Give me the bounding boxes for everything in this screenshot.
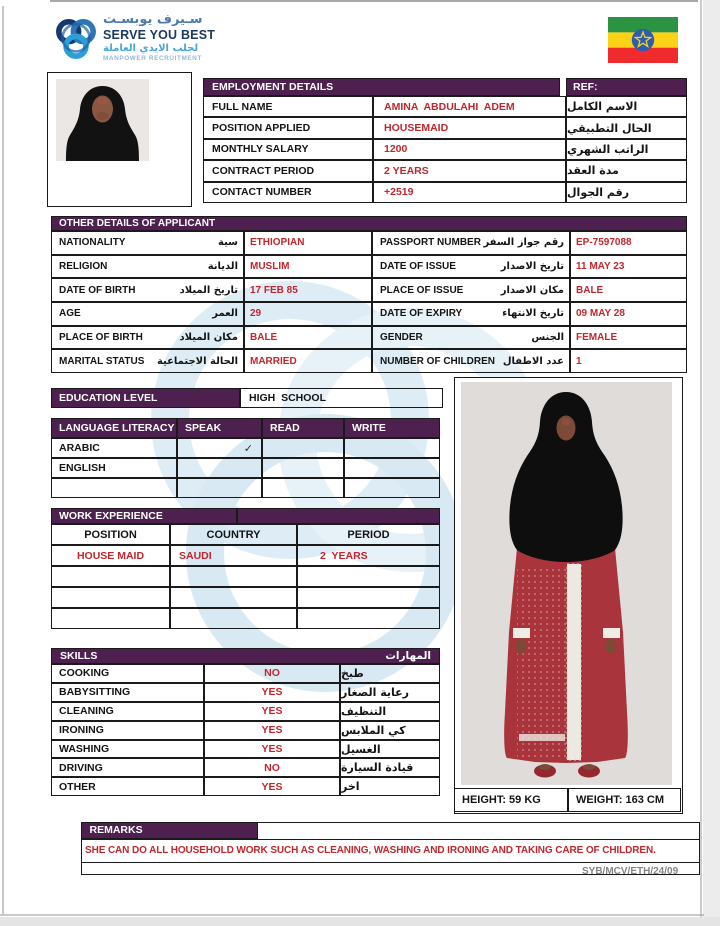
field-value: 1200 [373, 139, 566, 160]
field-label: FULL NAME [203, 96, 373, 117]
height-label: HEIGHT: 59 KG [454, 788, 568, 812]
applicant-full-photo [461, 382, 672, 785]
other-details-table [51, 231, 687, 373]
country-value [170, 608, 297, 629]
period-value [297, 566, 440, 587]
language-name: ENGLISH [51, 458, 177, 478]
field-label: DATE OF EXPIRY [380, 308, 463, 320]
position-value: HOUSE MAID [51, 545, 170, 566]
skill-label-arabic: الغسيل [340, 740, 440, 759]
agency-arabic-tagline: لجلب الايدي العاملة [103, 43, 199, 54]
skills-title: SKILLS [60, 650, 98, 662]
table-row [51, 255, 687, 279]
skill-value: NO [204, 758, 340, 777]
table-header-row [51, 524, 440, 545]
field-label-arabic: تاريخ الانتهاء [502, 308, 564, 320]
work-experience-table [51, 508, 440, 629]
table-row [51, 683, 440, 702]
agency-name: SERVE YOU BEST [103, 28, 216, 42]
column-header: COUNTRY [170, 524, 297, 545]
table-row [51, 587, 440, 608]
language-name: ARABIC [51, 438, 177, 458]
field-label-arabic: الجنس [531, 332, 564, 344]
field-label: DATE OF ISSUE [380, 261, 456, 273]
skill-label: DRIVING [51, 758, 204, 777]
language-name [51, 478, 177, 498]
field-value: BALE [244, 326, 372, 350]
skill-label-arabic: قيادة السيارة [340, 758, 440, 777]
employment-table [203, 96, 687, 203]
table-row [51, 758, 440, 777]
read-cell [262, 478, 344, 498]
scan-left-line [2, 6, 4, 914]
skill-label-arabic: طبخ [340, 664, 440, 683]
skill-value: YES [204, 740, 340, 759]
field-value: +2519 [373, 182, 566, 203]
position-value [51, 566, 170, 587]
work-experience-title: WORK EXPERIENCE [51, 508, 237, 524]
employment-title: EMPLOYMENT DETAILS [203, 78, 560, 96]
skill-value: NO [204, 664, 340, 683]
skill-value: YES [204, 683, 340, 702]
table-row [51, 458, 440, 478]
skill-label: WASHING [51, 740, 204, 759]
field-value: 09 MAY 28 [570, 302, 687, 326]
column-header: SPEAK [177, 418, 262, 438]
field-label-arabic: تاريخ الاصدار [500, 261, 564, 273]
divider [82, 862, 699, 863]
table-row [203, 117, 687, 138]
field-label-arabic: رقم جواز السفر [483, 237, 564, 249]
field-label: CONTACT NUMBER [203, 182, 373, 203]
field-value: 17 FEB 85 [244, 278, 372, 302]
period-value [297, 608, 440, 629]
field-label-arabic: تاريخ الميلاد [179, 284, 238, 296]
ethiopia-flag-icon [608, 17, 678, 63]
field-label-arabic: رقم الجوال [566, 182, 687, 203]
speak-cell [177, 458, 262, 478]
skills-table [51, 648, 440, 796]
field-label-arabic: سية [218, 237, 238, 249]
header-filler [237, 508, 440, 524]
table-row [203, 96, 687, 117]
measurements-row [454, 788, 681, 812]
field-value: BALE [570, 278, 687, 302]
field-label: MARITAL STATUS [59, 355, 145, 367]
speak-cell [177, 478, 262, 498]
education-title: EDUCATION LEVEL [51, 388, 240, 408]
field-label: DATE OF BIRTH [59, 284, 136, 296]
agency-logo-text [103, 12, 223, 62]
field-label-arabic: مدة العقد [566, 160, 687, 181]
field-label: GENDER [380, 332, 423, 344]
field-value: AMINA ABDULAHI ADEM [373, 96, 566, 117]
table-row [203, 160, 687, 181]
applicant-photo-frame [47, 72, 192, 207]
table-row [51, 278, 687, 302]
employment-header [203, 78, 687, 96]
column-header: WRITE [344, 418, 440, 438]
write-cell [344, 438, 440, 458]
table-row [51, 326, 687, 350]
table-row [203, 182, 687, 203]
read-cell [262, 438, 344, 458]
table-row [51, 740, 440, 759]
remarks-text: SHE CAN DO ALL HOUSEHOLD WORK SUCH AS CLEANING, WASHING AND IRONING AND TAKING CARE OF CHILDREN. [85, 845, 656, 856]
field-label-arabic: الراتب الشهري [566, 139, 687, 160]
field-label: RELIGION [59, 261, 108, 273]
language-literacy-table [51, 418, 440, 498]
field-value: 1 [570, 349, 687, 373]
country-value [170, 587, 297, 608]
table-row [51, 702, 440, 721]
skill-label: IRONING [51, 721, 204, 740]
skill-label-arabic: اخر [340, 777, 440, 796]
field-label: AGE [59, 308, 81, 320]
column-header: READ [262, 418, 344, 438]
field-value: MARRIED [244, 349, 372, 373]
applicant-photo [56, 79, 149, 161]
field-label: MONTHLY SALARY [203, 139, 373, 160]
field-label-arabic: الاسم الكامل [566, 96, 687, 117]
remarks-title: REMARKS [81, 822, 258, 839]
skill-value: YES [204, 777, 340, 796]
position-value [51, 587, 170, 608]
field-value: 11 MAY 23 [570, 255, 687, 279]
column-header: PERIOD [297, 524, 440, 545]
agency-logo-icon [52, 14, 100, 66]
education-section [51, 388, 443, 408]
table-row [51, 566, 440, 587]
table-row [51, 231, 687, 255]
table-row [51, 302, 687, 326]
field-label: NATIONALITY [59, 237, 126, 249]
position-value [51, 608, 170, 629]
skills-title-arabic: المهارات [385, 650, 431, 662]
scan-right-band [703, 0, 720, 926]
field-label-arabic: الديانة [207, 261, 238, 273]
speak-checkmark: ✓ [177, 438, 262, 458]
skill-label: BABYSITTING [51, 683, 204, 702]
table-header-row [51, 418, 440, 438]
other-details-title: OTHER DETAILS OF APPLICANT [51, 216, 687, 231]
table-row [203, 139, 687, 160]
table-row [51, 777, 440, 796]
field-label: PASSPORT NUMBER [380, 237, 481, 249]
skill-value: YES [204, 702, 340, 721]
column-header: POSITION [51, 524, 170, 545]
period-value: 2 YEARS [297, 545, 440, 566]
write-cell [344, 458, 440, 478]
weight-label: WEIGHT: 163 CM [568, 788, 681, 812]
skill-label-arabic: كي الملابس [340, 721, 440, 740]
employment-ref-label: REF: [566, 78, 687, 96]
period-value [297, 587, 440, 608]
skill-value: YES [204, 721, 340, 740]
skill-label-arabic: رعاية الصغار [340, 683, 440, 702]
education-value: HIGH SCHOOL [240, 388, 443, 408]
table-row [51, 349, 687, 373]
field-label: CONTRACT PERIOD [203, 160, 373, 181]
field-value: FEMALE [570, 326, 687, 350]
field-value: HOUSEMAID [373, 117, 566, 138]
skill-label-arabic: التنظيف [340, 702, 440, 721]
agency-tagline: MANPOWER RECRUITMENT [103, 55, 202, 62]
field-label-arabic: مكان الميلاد [179, 332, 238, 344]
table-row [51, 664, 440, 683]
field-value: 29 [244, 302, 372, 326]
skills-header [51, 648, 440, 664]
section-header [51, 508, 440, 524]
field-value: ETHIOPIAN [244, 231, 372, 255]
country-value [170, 566, 297, 587]
field-label-arabic: مكان الاصدار [500, 284, 564, 296]
field-value: EP-7597088 [570, 231, 687, 255]
column-header: LANGUAGE LITERACY [51, 418, 177, 438]
table-row [51, 478, 440, 498]
field-label: NUMBER OF CHILDREN [380, 355, 495, 367]
field-label-arabic: العمر [212, 308, 238, 320]
country-value: SAUDI [170, 545, 297, 566]
write-cell [344, 478, 440, 498]
field-label-arabic: الحالة الاجتماعية [156, 355, 238, 367]
scan-right-line [700, 0, 702, 918]
skill-label: CLEANING [51, 702, 204, 721]
document-code: SYB/MCV/ETH/24/09 [582, 866, 679, 877]
field-label-arabic: عدد الاطفال [502, 355, 564, 367]
table-row [51, 608, 440, 629]
field-value: 2 YEARS [373, 160, 566, 181]
applicant-full-photo-frame [454, 377, 683, 814]
scan-bottom-band [0, 917, 720, 926]
read-cell [262, 458, 344, 478]
table-row [51, 545, 440, 566]
field-value: MUSLIM [244, 255, 372, 279]
table-row [51, 721, 440, 740]
field-label: POSITION APPLIED [203, 117, 373, 138]
scan-top-line [50, 0, 698, 2]
table-row [51, 438, 440, 458]
scan-bottom-line [0, 914, 704, 916]
field-label: PLACE OF BIRTH [59, 332, 143, 344]
field-label: PLACE OF ISSUE [380, 284, 464, 296]
agency-arabic-name: سـيرف يوبسـت [103, 12, 203, 27]
field-label-arabic: الحال التطبيقي [566, 117, 687, 138]
skill-label: COOKING [51, 664, 204, 683]
skill-label: OTHER [51, 777, 204, 796]
